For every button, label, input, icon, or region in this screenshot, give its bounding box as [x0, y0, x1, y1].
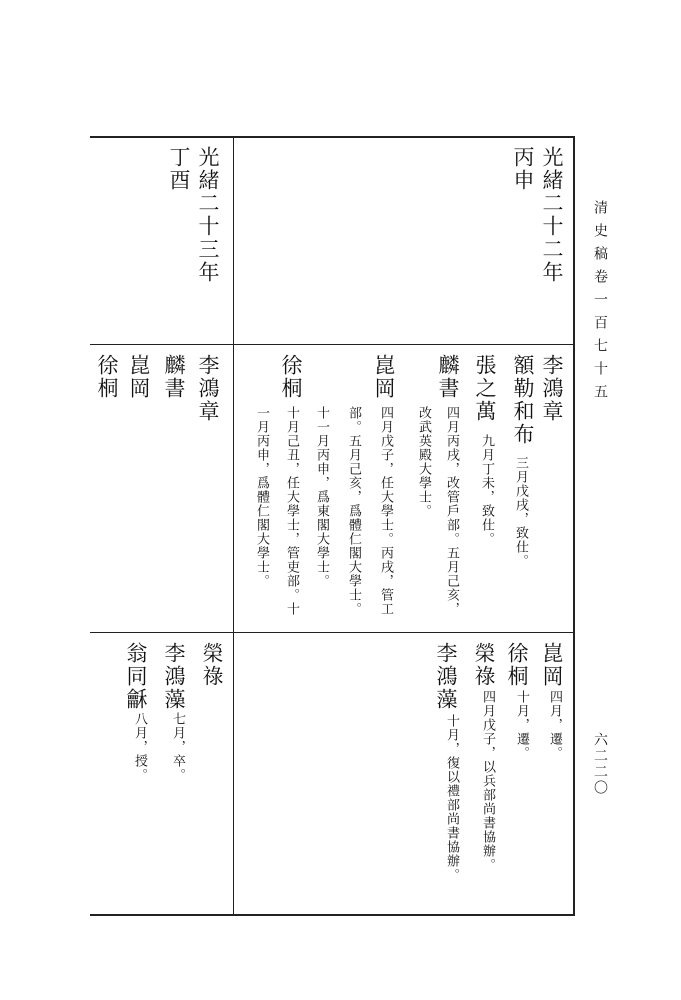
year-divider — [233, 136, 234, 914]
entry-name: 李鴻章 — [540, 354, 564, 423]
entry-note: 十一月丙申，爲東閣大學士。 — [314, 406, 329, 588]
entry-name: 麟書 — [162, 354, 186, 400]
entry-name: 額勒和布 — [511, 354, 535, 446]
entry-note: 四月戊子，以兵部尚書協辦。 — [480, 690, 495, 872]
year-title-2: 光緒二十三年 — [196, 146, 220, 284]
entry-name: 徐桐 — [95, 354, 119, 400]
right-border — [573, 136, 575, 916]
entry-note: 九月丁未，致仕。 — [479, 434, 494, 546]
entry-name: 張之萬 — [473, 354, 497, 423]
page-number: 六二二〇 — [592, 732, 608, 796]
entry-note: 七月，卒。 — [170, 712, 185, 782]
entry-note: 十月，遷。 — [514, 690, 529, 760]
entry-note: 十月己丑，任大學士，管吏部。十 — [284, 406, 299, 616]
entry-note: 一月丙申，爲體仁閣大學士。 — [254, 406, 269, 588]
entry-note: 部。五月己亥，爲體仁閣大學士。 — [346, 406, 361, 616]
entry-name: 李鴻章 — [196, 354, 220, 423]
entry-name: 榮祿 — [472, 642, 496, 688]
top-border — [90, 136, 574, 138]
row-divider-2 — [90, 632, 574, 633]
entry-note: 四月，遷。 — [547, 690, 562, 760]
entry-name: 翁同龢 — [124, 642, 148, 711]
year-ganzhi-2: 丁酉 — [167, 146, 191, 192]
bottom-border — [90, 914, 574, 916]
entry-name: 榮祿 — [200, 642, 224, 688]
entry-name: 李鴻藻 — [434, 642, 458, 711]
year-title-1: 光緒二十二年 — [540, 146, 564, 284]
entry-name: 崑岡 — [372, 354, 396, 400]
entry-note: 十月，復以禮部尚書協辦。 — [444, 714, 459, 882]
year-ganzhi-1: 丙申 — [511, 146, 535, 192]
entry-name: 崑岡 — [540, 642, 564, 688]
entry-note: 改武英殿大學士。 — [416, 406, 431, 518]
entry-note: 八月，授。 — [132, 712, 147, 782]
row-divider-1 — [90, 344, 574, 345]
entry-name: 麟書 — [436, 354, 460, 400]
entry-note: 三月戊戌，致仕。 — [513, 456, 528, 568]
entry-name: 徐桐 — [505, 642, 529, 688]
entry-name: 崑岡 — [127, 354, 151, 400]
entry-note: 四月丙戌，改管戶部。五月己亥， — [444, 406, 459, 616]
book-title: 清史稿卷一百七十五 — [592, 200, 608, 407]
entry-name: 徐桐 — [279, 354, 303, 400]
entry-note: 四月戊子，任大學士。丙戌，管工 — [378, 406, 393, 616]
entry-name: 李鴻藻 — [162, 642, 186, 711]
